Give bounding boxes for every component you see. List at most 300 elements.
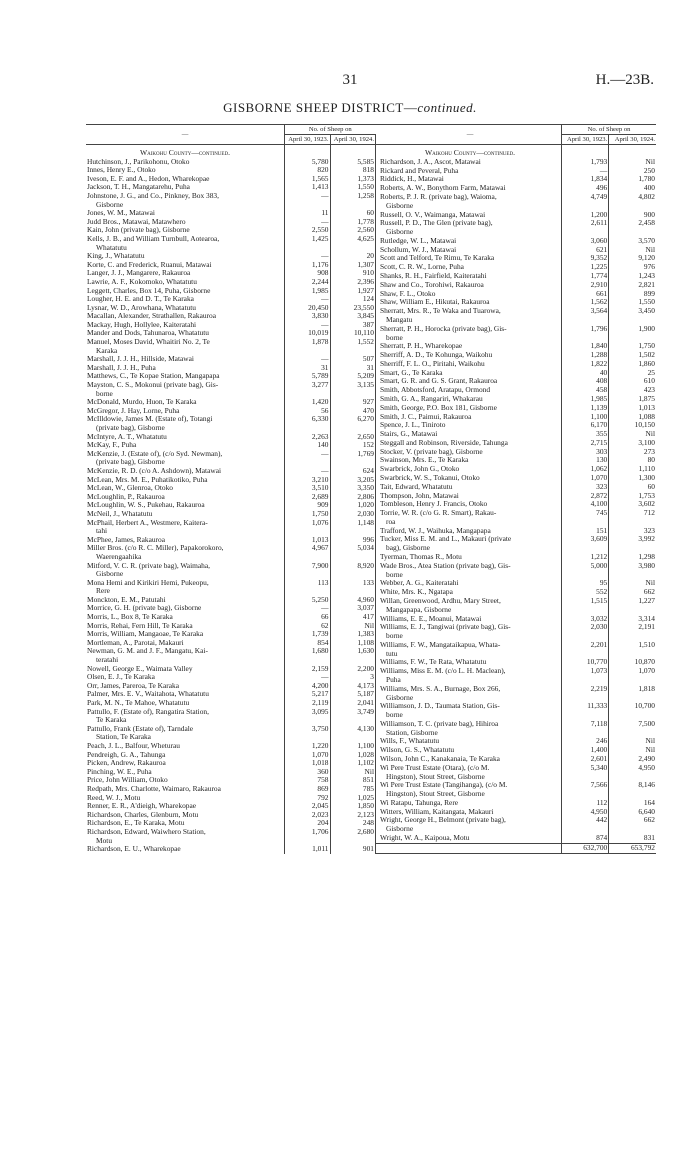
table-row xyxy=(86,510,376,519)
col-1923-header: April 30, 1923. xyxy=(285,135,331,145)
table-row xyxy=(86,493,376,502)
sheep-1923-cell: 1,840 xyxy=(562,342,609,351)
sheep-1924-cell: 901 xyxy=(330,845,376,854)
sheep-1923-cell: 4,200 xyxy=(285,682,331,691)
table-row xyxy=(86,484,376,493)
sheep-1924-cell: 662 xyxy=(643,815,655,825)
sheep-1923-cell: 113 xyxy=(285,579,331,588)
owner-cell: Mortleman, A., Parotai, Makauri xyxy=(86,639,285,648)
table-row xyxy=(86,372,376,381)
sheep-1923-cell: 2,601 xyxy=(562,755,609,764)
table-row xyxy=(86,665,376,674)
sheep-1924-cell: 124 xyxy=(330,295,376,304)
table-row xyxy=(86,209,376,218)
sheep-1924-cell: 1,373 xyxy=(330,175,376,184)
table-row xyxy=(86,682,376,691)
owner-cell: Scott, C. R. W., Lorne, Puha xyxy=(376,263,562,272)
page-heading xyxy=(0,100,700,116)
sheep-1923-cell: 2,244 xyxy=(285,278,331,287)
table-row xyxy=(376,211,656,220)
owner-cell: Gisborne xyxy=(376,825,562,834)
sheep-1923-cell: 621 xyxy=(562,246,609,255)
table-row xyxy=(376,351,656,360)
sheep-1923-cell: 10,019 xyxy=(285,329,331,338)
table-row xyxy=(376,518,656,527)
sheep-1923-cell: 66 xyxy=(285,613,331,622)
owner-cell: McLoughlin, P., Rakauroa xyxy=(86,493,285,502)
owner-cell: Redpath, Mrs. Charlotte, Waimaro, Rakauroa xyxy=(86,785,285,794)
sheep-1923-cell: 62 xyxy=(285,622,331,631)
table-row xyxy=(86,244,376,253)
owner-cell: Whatatutu xyxy=(86,244,285,253)
sheep-1923-cell: 151 xyxy=(562,527,609,536)
table-row xyxy=(86,381,376,390)
table-row xyxy=(376,465,656,474)
sheep-1924-cell: 1,383 xyxy=(330,630,376,639)
owner-cell: Richardson, Edward, Waiwhero Station, xyxy=(86,828,285,837)
sheep-count-header: No. of Sheep on xyxy=(562,125,657,135)
owner-cell: Wade Bros., Atea Station (private bag), Gis- xyxy=(376,562,562,571)
sheep-1924-cell: 3,037 xyxy=(330,604,376,613)
table-row xyxy=(376,430,656,439)
table-row xyxy=(376,334,656,343)
owner-cell: Newman, G. M. and J. F., Mangatu, Kai- xyxy=(86,647,285,656)
sheep-1924-cell: 10,110 xyxy=(330,329,376,338)
sheep-1924-cell: 1,778 xyxy=(330,218,376,227)
owner-cell: (private bag), Gisborne xyxy=(86,458,285,467)
sheep-1924-cell: 4,802 xyxy=(638,192,655,201)
table-row xyxy=(86,295,376,304)
owner-cell: Smith, George, P.O. Box 181, Gisborne xyxy=(376,404,562,413)
sheep-1923-cell: 1,013 xyxy=(285,536,331,545)
sheep-1924-cell: Nil xyxy=(645,244,655,254)
table-row xyxy=(86,407,376,416)
table-row xyxy=(86,304,376,313)
owner-cell: Shaw, F. L., Otoko xyxy=(376,290,562,299)
owner-cell: Gisborne xyxy=(376,202,562,211)
table-row xyxy=(86,364,376,373)
sheep-1923-cell: 1,985 xyxy=(285,287,331,296)
sheep-1924-cell: 3,570 xyxy=(638,235,655,245)
sheep-1923-cell: 2,045 xyxy=(285,802,331,811)
owner-cell: Wills, F., Whatatutu xyxy=(376,737,562,746)
sheep-1923-cell: 204 xyxy=(285,819,331,828)
sheep-1923-cell: 1,774 xyxy=(562,272,609,281)
sheep-1923-cell: 1,076 xyxy=(285,519,331,528)
owner-cell: Morris, L., Box 8, Te Karaka xyxy=(86,613,285,622)
sheep-1924-cell: 2,806 xyxy=(330,493,376,502)
sheep-1924-cell: 1,552 xyxy=(330,338,376,347)
table-row xyxy=(376,571,656,580)
sheep-1924-cell: 712 xyxy=(643,508,655,518)
sheep-1923-cell: 112 xyxy=(562,799,609,808)
sheep-1924-cell: 387 xyxy=(330,321,376,330)
sheep-1924-cell: 4,950 xyxy=(638,762,655,772)
table-row xyxy=(86,201,376,210)
table-row xyxy=(376,377,656,386)
table-row xyxy=(86,639,376,648)
sheep-1923-cell: 1,420 xyxy=(285,398,331,407)
table-row xyxy=(376,667,656,676)
table-row xyxy=(86,759,376,768)
sheep-1924-cell: 1,102 xyxy=(330,759,376,768)
owner-cell: Pendreigh, G. A., Tahunga xyxy=(86,751,285,760)
table-row xyxy=(86,390,376,399)
sheep-1924-cell: 273 xyxy=(643,446,655,456)
owner-cell: Gisborne xyxy=(376,694,562,703)
sheep-1923-cell: 31 xyxy=(285,364,331,373)
table-row xyxy=(376,781,656,790)
owner-cell: Richardson, J. A., Ascot, Matawai xyxy=(376,158,562,167)
owner-cell: Kain, John (private bag), Gisborne xyxy=(86,226,285,235)
table-row xyxy=(86,441,376,450)
owner-cell: Tombleson, Henry J. Francis, Otoko xyxy=(376,500,562,509)
sheep-1923-cell: 7,566 xyxy=(562,781,609,790)
sheep-1923-cell: 1,413 xyxy=(285,183,331,192)
sheep-1924-cell: 3,450 xyxy=(638,306,655,316)
sheep-1923-cell: 1,515 xyxy=(562,597,609,606)
owner-cell: Mander and Dods, Tahunaroa, Whatatutu xyxy=(86,329,285,338)
sheep-1924-cell: 1,630 xyxy=(330,647,376,656)
owner-cell: Williams, Mrs. S. A., Burnage, Box 266, xyxy=(376,685,562,694)
sheep-1924-cell: 1,307 xyxy=(330,261,376,270)
sheep-1924-cell: Nil xyxy=(645,578,655,588)
owner-cell: Wright, George H., Belmont (private bag), xyxy=(376,816,562,825)
sheep-1924-cell: Nil xyxy=(645,156,655,166)
table-row xyxy=(376,307,656,316)
owner-cell: Webber, A. G., Kaiteratahi xyxy=(376,579,562,588)
sheep-1924-cell: 1,550 xyxy=(330,183,376,192)
table-row xyxy=(376,456,656,465)
table-row xyxy=(86,819,376,828)
owner-cell: tutu xyxy=(376,650,562,659)
sheep-1924-cell: 1,753 xyxy=(638,490,655,500)
sheep-1923-cell: 1,400 xyxy=(562,746,609,755)
table-row xyxy=(86,845,376,854)
owner-cell: McIlldowie, James M. (Estate of), Totangi xyxy=(86,415,285,424)
table-row xyxy=(86,802,376,811)
owner-cell: Pinching, W. E., Puha xyxy=(86,768,285,777)
sheep-1923-cell: 20,450 xyxy=(285,304,331,313)
sheep-1924-cell: 80 xyxy=(647,455,655,465)
owner-cell: Mitford, V. C. R. (private bag), Waimaha, xyxy=(86,562,285,571)
owner-cell: McPhail, Herbert A., Westmere, Kaitera- xyxy=(86,519,285,528)
table-row xyxy=(86,226,376,235)
sheep-1924-cell: 3,350 xyxy=(330,484,376,493)
sheep-1923-cell: 1,220 xyxy=(285,742,331,751)
owner-cell: tahi xyxy=(86,527,285,536)
sheep-1924-cell: 4,960 xyxy=(330,596,376,605)
sheep-1924-cell: 1,900 xyxy=(638,323,655,333)
owner-cell: Smart, G., Te Karaka xyxy=(376,369,562,378)
owner-cell: McPhee, James, Rakauroa xyxy=(86,536,285,545)
owner-cell: McGregor, J. Hay, Lorne, Puha xyxy=(86,407,285,416)
sheep-1923-cell: 2,030 xyxy=(562,623,609,632)
sheep-1923-cell: 7,900 xyxy=(285,562,331,571)
owner-cell: Swarbrick, W. S., Tokanui, Otoko xyxy=(376,474,562,483)
sheep-1923-cell: 908 xyxy=(285,269,331,278)
table-row xyxy=(376,615,656,624)
sheep-1924-cell: 10,700 xyxy=(634,701,655,711)
sheep-1924-cell: 1,850 xyxy=(330,802,376,811)
sheep-1923-cell: 1,750 xyxy=(285,510,331,519)
sheep-1924-cell: 899 xyxy=(643,288,655,298)
sheep-1924-cell: 3,845 xyxy=(330,312,376,321)
table-row xyxy=(86,613,376,622)
owner-cell: Tucker, Miss E. M. and L., Makauri (private xyxy=(376,535,562,544)
sheep-1923-cell: 3,060 xyxy=(562,237,609,246)
sheep-1924-cell: 1,818 xyxy=(638,683,655,693)
owner-cell: Mona Hemi and Kirikiri Hemi, Pukeopu, xyxy=(86,579,285,588)
owner-cell: Mackay, Hugh, Hollylee, Kaiteratahi xyxy=(86,321,285,330)
sheep-1924-cell: Nil xyxy=(645,745,655,755)
table-row xyxy=(376,773,656,782)
sheep-1924-cell: 23,550 xyxy=(330,304,376,313)
table-row xyxy=(376,193,656,202)
table-row xyxy=(86,785,376,794)
table-row xyxy=(376,606,656,615)
table-row xyxy=(376,641,656,650)
owner-cell: Russell, O. V., Waimanga, Matawai xyxy=(376,211,562,220)
table-row xyxy=(86,544,376,553)
sheep-1924-cell: 423 xyxy=(643,385,655,395)
owner-cell: borne xyxy=(376,632,562,641)
table-row xyxy=(86,355,376,364)
table-row xyxy=(86,329,376,338)
table-row xyxy=(86,312,376,321)
sheep-1923-cell: 2,119 xyxy=(285,699,331,708)
owner-cell: White, Mrs. K., Ngatapa xyxy=(376,588,562,597)
owner-cell: Picken, Andrew, Rakauroa xyxy=(86,759,285,768)
sheep-1923-cell: 6,330 xyxy=(285,415,331,424)
table-row xyxy=(86,630,376,639)
owner-cell: Lougher, H. E. and D. T., Te Karaka xyxy=(86,295,285,304)
owner-cell: Smith, G. A., Rangariri, Whakarau xyxy=(376,395,562,404)
owner-cell: Witters, William, Kaitangata, Makauri xyxy=(376,808,562,817)
sheep-1923-cell: 820 xyxy=(285,166,331,175)
sheep-1923-cell: 1,822 xyxy=(562,360,609,369)
owner-cell: McKay, F., Puha xyxy=(86,441,285,450)
sheep-1923-cell: — xyxy=(285,192,331,201)
owner-cell: Rere xyxy=(86,587,285,596)
sheep-1923-cell: 130 xyxy=(562,456,609,465)
sheep-1924-cell: 2,396 xyxy=(330,278,376,287)
table-row xyxy=(86,501,376,510)
sheep-1923-cell: 1,834 xyxy=(562,175,609,184)
sheep-1924-cell: Nil xyxy=(330,768,376,777)
table-row xyxy=(86,278,376,287)
owner-cell: Motu xyxy=(86,837,285,846)
sheep-1924-cell: 20 xyxy=(330,252,376,261)
table-row xyxy=(86,604,376,613)
table-row xyxy=(376,834,656,843)
sheep-1923-cell: 1,018 xyxy=(285,759,331,768)
table-row xyxy=(376,360,656,369)
table-row xyxy=(376,167,656,176)
owner-cell: Judd Bros., Matawai, Matawhero xyxy=(86,218,285,227)
sheep-1924-cell: 3,992 xyxy=(638,534,655,544)
sheep-1924-cell: 400 xyxy=(643,183,655,193)
owner-cell: teratahi xyxy=(86,656,285,665)
sheep-1923-cell: 3,564 xyxy=(562,307,609,316)
owner-cell: Richardson, E. U., Wharekopae xyxy=(86,845,285,854)
sheep-1923-cell: 1,288 xyxy=(562,351,609,360)
table-row xyxy=(376,483,656,492)
sheep-1923-cell: 2,219 xyxy=(562,685,609,694)
owner-cell: McDonald, Murdo, Huon, Te Karaka xyxy=(86,398,285,407)
owner-cell: Mayston, C. S., Mokonui (private bag), Gis- xyxy=(86,381,285,390)
table-row xyxy=(376,579,656,588)
table-row xyxy=(376,500,656,509)
owner-cell: Olsen, E. J., Te Karaka xyxy=(86,673,285,682)
sheep-1923-cell: 1,070 xyxy=(562,474,609,483)
sheep-1923-cell: 3,210 xyxy=(285,476,331,485)
sheep-1924-cell: 5,187 xyxy=(330,690,376,699)
table-row xyxy=(86,742,376,751)
table-row xyxy=(86,287,376,296)
owner-cell: Mangapapa, Gisborne xyxy=(376,606,562,615)
table-row xyxy=(376,711,656,720)
sheep-1924-cell: 1,148 xyxy=(330,519,376,528)
sheep-1923-cell: 4,967 xyxy=(285,544,331,553)
table-row xyxy=(86,708,376,717)
table-row xyxy=(376,158,656,167)
sheep-1924-cell: 417 xyxy=(330,613,376,622)
sheep-1923-cell: 5,250 xyxy=(285,596,331,605)
owner-cell: Langer, J. J., Mangarere, Rakauroa xyxy=(86,269,285,278)
table-row xyxy=(376,281,656,290)
owner-cell: Price, John William, Otoko xyxy=(86,776,285,785)
owner-cell: Marshall, J. J. H., Puha xyxy=(86,364,285,373)
sheep-1924-cell: Nil xyxy=(645,736,655,746)
owner-cell: McKenzie, R. D. (c/o A. Ashdown), Matawai xyxy=(86,467,285,476)
sheep-1923-cell: 1,212 xyxy=(562,553,609,562)
col-1924-header: April 30, 1924. xyxy=(330,135,376,145)
sheep-1924-cell: 976 xyxy=(643,262,655,272)
sheep-1924-cell: 1,780 xyxy=(638,174,655,184)
table-row xyxy=(376,808,656,817)
sheep-1923-cell: 792 xyxy=(285,794,331,803)
table-row xyxy=(376,509,656,518)
page-number: 31 xyxy=(342,72,358,88)
owner-cell: Williams, F. W., Mangataikapua, Whata- xyxy=(376,641,562,650)
table-row xyxy=(376,755,656,764)
table-row xyxy=(376,439,656,448)
sheep-1923-cell: 246 xyxy=(562,737,609,746)
table-row xyxy=(86,587,376,596)
sheep-1923-cell: 2,715 xyxy=(562,439,609,448)
table-row xyxy=(376,562,656,571)
table-row xyxy=(86,690,376,699)
owner-cell: Gisborne xyxy=(86,201,285,210)
owner-cell: Reed, W. J., Motu xyxy=(86,794,285,803)
sheep-1923-cell: 3,609 xyxy=(562,535,609,544)
owner-cell: Innes, Henry E., Otoko xyxy=(86,166,285,175)
sheep-1923-cell: 9,352 xyxy=(562,254,609,263)
sheep-1923-cell: 874 xyxy=(562,834,609,843)
sheep-1924-cell: 1,243 xyxy=(638,271,655,281)
sheep-1924-cell: 624 xyxy=(330,467,376,476)
owner-cell: Shanks, R. H., Fairfield, Kaiteratahi xyxy=(376,272,562,281)
sheep-1923-cell: 2,872 xyxy=(562,492,609,501)
sheep-1924-cell: 1,550 xyxy=(638,297,655,307)
owner-cell: Jones, W. M., Matawai xyxy=(86,209,285,218)
table-row xyxy=(86,837,376,846)
sheep-1924-cell: 164 xyxy=(643,797,655,807)
sheep-1923-cell: 1,796 xyxy=(562,325,609,334)
table-row xyxy=(376,386,656,395)
sheep-1923-cell: — xyxy=(285,604,331,613)
owner-cell: Wi Pere Trust Estate (Tangihanga), (c/o M. xyxy=(376,781,562,790)
sheep-1924-cell: 1,028 xyxy=(330,751,376,760)
owner-cell: Sherratt, P. H., Horocka (private bag), Gis- xyxy=(376,325,562,334)
sheep-1924-cell: 2,821 xyxy=(638,279,655,289)
owner-cell: Peach, J. L., Balfour, Wheturau xyxy=(86,742,285,751)
table-row xyxy=(86,166,376,175)
sheep-1923-cell: 2,023 xyxy=(285,811,331,820)
owner-cell: Wilson, John C., Kanakanaia, Te Karaka xyxy=(376,755,562,764)
sheep-1924-cell: 1,070 xyxy=(638,666,655,676)
owner-cell: McLoughlin, W. S., Pukehau, Rakauroa xyxy=(86,501,285,510)
owner-cell: Iveson, E. F. and A., Hedon, Wharekopae xyxy=(86,175,285,184)
table-row xyxy=(376,474,656,483)
document-reference: H.—23B. xyxy=(595,72,654,88)
owner-cell: Roberts, A. W., Bonythorn Farm, Matawai xyxy=(376,184,562,193)
sheep-1923-cell: 360 xyxy=(285,768,331,777)
owner-cell: Leggett, Charles, Box 14, Puha, Gisborne xyxy=(86,287,285,296)
sheep-1924-cell: 323 xyxy=(643,525,655,535)
sheep-1924-cell: Nil xyxy=(330,622,376,631)
sheep-1923-cell: 1,793 xyxy=(562,158,609,167)
owner-cell: Roberts, P. J. R. (private bag), Waioma, xyxy=(376,193,562,202)
sheep-1924-cell: 662 xyxy=(643,587,655,597)
owner-cell: Jackson, T. H., Mangatarehu, Puha xyxy=(86,183,285,192)
table-row xyxy=(376,720,656,729)
owner-cell: Matthews, C., Te Kopae Station, Mangapapa xyxy=(86,372,285,381)
owner-cell: Willan, Greenwood, Ardhu, Mary Street, xyxy=(376,597,562,606)
sheep-1923-cell: 95 xyxy=(562,579,609,588)
sheep-1924-cell: 507 xyxy=(330,355,376,364)
table-row xyxy=(86,622,376,631)
table-row xyxy=(376,202,656,211)
sheep-1923-cell: 2,910 xyxy=(562,281,609,290)
sheep-1923-cell: — xyxy=(285,355,331,364)
owner-cell: Rutledge, W. L., Matawai xyxy=(376,237,562,246)
sheep-1923-cell: 4,950 xyxy=(562,808,609,817)
table-row xyxy=(376,825,656,834)
sheep-1924-cell: 250 xyxy=(643,165,655,175)
sheep-1923-cell: 11 xyxy=(285,209,331,218)
table-row xyxy=(376,702,656,711)
sheep-1923-cell: 7,118 xyxy=(562,720,609,729)
table-row xyxy=(86,458,376,467)
table-row xyxy=(376,325,656,334)
left-table-body xyxy=(86,145,376,854)
owner-cell: Renner, E. R., A'dieigh, Wharekopae xyxy=(86,802,285,811)
sheep-1924-cell: 1,227 xyxy=(638,595,655,605)
left-table xyxy=(86,124,376,854)
sheep-1923-cell: 1,680 xyxy=(285,647,331,656)
right-table xyxy=(376,124,656,854)
col-1923-header: April 30, 1923. xyxy=(562,135,609,145)
sheep-1924-cell: 927 xyxy=(330,398,376,407)
sheep-1924-cell: 9,120 xyxy=(638,253,655,263)
table-row xyxy=(86,725,376,734)
sheep-1924-cell: 133 xyxy=(330,579,376,588)
sheep-1923-cell: 869 xyxy=(285,785,331,794)
sheep-1924-cell: 1,875 xyxy=(638,393,655,403)
owner-cell: Hutchinson, J., Parikohonu, Otoko xyxy=(86,158,285,167)
